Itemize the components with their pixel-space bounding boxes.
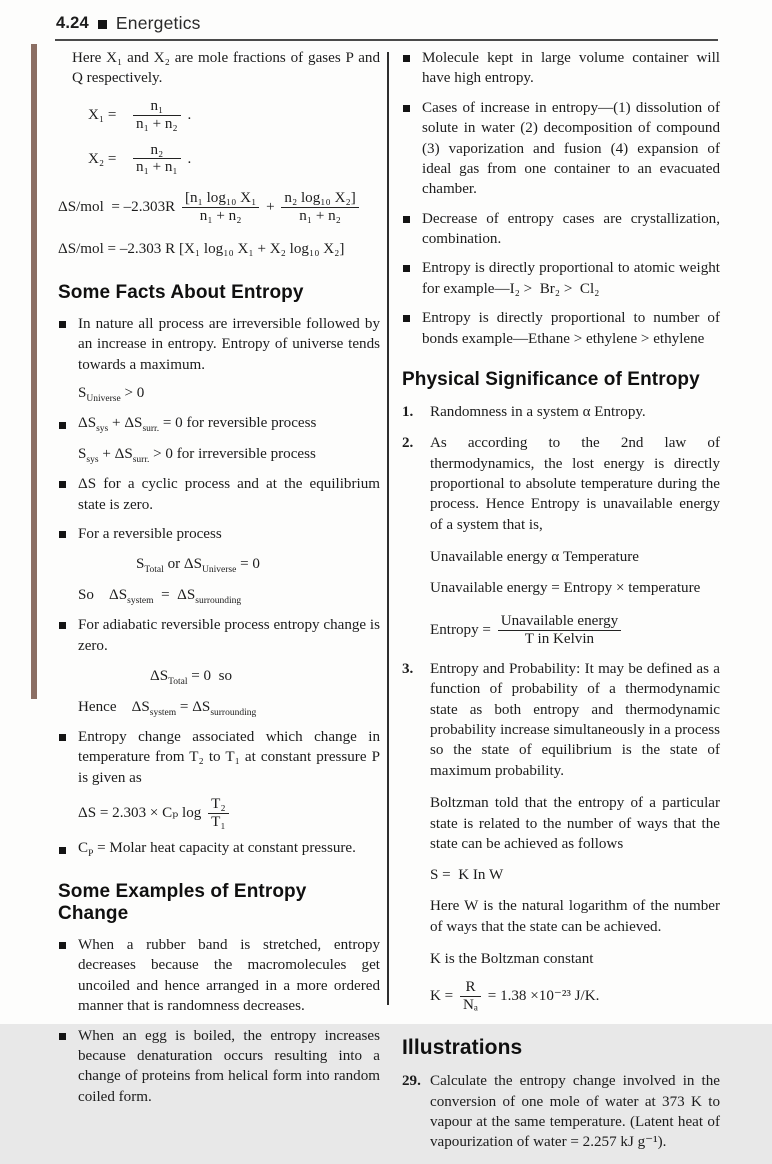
fact-text: In nature all process are irreversible followed by an increase in entropy. Entropy of universe tends towards a maximum. [78, 316, 380, 373]
numbered-item-3 [402, 659, 720, 1014]
equation-s-universe [78, 385, 380, 404]
item-paragraph: K is the Boltzman constant [430, 951, 594, 968]
header-rule [55, 39, 718, 41]
equation-text: So ΔS [78, 587, 128, 604]
page-number: 4.24 [56, 14, 89, 32]
note-text: Decrease of entropy cases are crystallization, combination. [422, 210, 720, 247]
chapter-title: Energetics [115, 13, 201, 33]
equation-text: C [78, 840, 89, 856]
item-text: Randomness in a system α Entropy. [430, 403, 646, 420]
subscript: Total [168, 677, 188, 688]
formula-lhs: Entropy = [430, 621, 491, 638]
fact-body [78, 314, 380, 406]
fraction [281, 190, 358, 225]
note-item [402, 98, 720, 200]
square-bullet-icon [59, 321, 66, 328]
item-body [430, 659, 720, 1014]
item-body [430, 433, 720, 648]
formula-lhs: X₁ = [88, 106, 117, 123]
intro-paragraph: Here X₁ and X₂ are mole fractions of gases P and Q respectively. [72, 50, 380, 87]
square-bullet-icon [98, 20, 107, 29]
numerator: n₂ log₁₀ X₂] [284, 190, 356, 207]
fact-body [78, 415, 380, 465]
numerator: R [465, 979, 476, 996]
subscript: sys [86, 455, 99, 466]
section-heading-facts: Some Facts About Entropy [58, 282, 304, 304]
binding-shadow [31, 44, 37, 699]
equation-text: S [136, 556, 145, 573]
formula-entropy [430, 613, 720, 648]
equation-text: + ΔS [98, 446, 133, 463]
fact-text: For a reversible process [78, 525, 222, 542]
square-bullet-icon [403, 216, 410, 223]
formula-entropy-mixing [58, 190, 380, 225]
square-bullet-icon [59, 942, 66, 949]
formula-cp-log [78, 796, 380, 831]
denominator: T₁ [208, 813, 228, 831]
fact-text: For adiabatic reversible process entropy change is zero. [78, 617, 380, 654]
equation-text: = Molar heat capacity at constant pressure. [93, 840, 356, 856]
square-bullet-icon [403, 55, 410, 62]
equation-text: = ΔS [153, 587, 196, 604]
equation-text: S [78, 385, 87, 402]
fact-text: Entropy change associated which change in temperature from T₂ to T₁ at constant pressure P is given as [78, 729, 380, 786]
square-bullet-icon [59, 1033, 66, 1040]
note-text: Cases of increase in entropy—(1) dissolution of solute in water (2) decomposition of compound (3) vaporization and fusion (4) expansion of ideal gas from one container to an evacuated chamber. [422, 99, 720, 198]
numerator: Unavailable energy [500, 613, 619, 630]
formula-boltzmann: S = K In W [430, 867, 504, 884]
equation-text: = ΔS [176, 699, 211, 716]
note-text: Entropy is directly proportional to atomic weight for example—I₂ > Br₂ > Cl₂ [422, 260, 720, 297]
square-bullet-icon [59, 481, 66, 488]
equation-text: S [78, 446, 87, 463]
equation-hence [78, 699, 380, 718]
fact-item [58, 474, 380, 515]
fact-item [58, 727, 380, 831]
proportionality-line: Unavailable energy α Temperature [430, 549, 639, 566]
fraction [133, 142, 181, 177]
equation-text: + ΔS [108, 415, 143, 432]
fact-item [58, 524, 380, 606]
item-number: 1. [402, 403, 414, 420]
equation-text: or ΔS [163, 556, 203, 573]
section-heading-illustrations: Illustrations [402, 1036, 523, 1060]
numbered-item-1 [402, 402, 720, 422]
fact-body [78, 727, 380, 831]
subscript: system [149, 708, 177, 719]
subscript: surrounding [195, 596, 242, 607]
note-item [402, 258, 720, 299]
fraction [460, 979, 481, 1014]
denominator: n₁ + n₁ [133, 158, 181, 176]
item-text: Calculate the entropy change involved in the conversion of one mole of water at 373 K to vapour at the same temperature. (Latent heat of vapourization of water = 2.257 kJ g⁻¹). [430, 1073, 720, 1151]
plus-sign: + [266, 199, 275, 216]
equation-so-system [78, 587, 380, 606]
numbered-item-2 [402, 433, 720, 648]
fact-text: ΔS for a cyclic process and at the equilibrium state is zero. [78, 476, 380, 513]
square-bullet-icon [59, 622, 66, 629]
equation-stotal [78, 556, 380, 575]
example-item [58, 1026, 380, 1108]
subscript: Universe [86, 394, 121, 405]
right-column [402, 48, 720, 1164]
illustration-item-29 [402, 1071, 720, 1153]
equation-irreversible [78, 446, 380, 465]
page-body [58, 48, 720, 1164]
subscript: Total [144, 565, 164, 576]
subscript: Universe [202, 565, 237, 576]
item-paragraph: Boltzman told that the entropy of a particular state is related to the number of ways that the state can be achieved as follows [430, 795, 720, 852]
fraction [498, 613, 622, 648]
equation-text: > 0 for irreversible process [149, 446, 316, 463]
fraction [208, 796, 228, 831]
numerator: [n₁ log₁₀ X₁ [184, 190, 257, 207]
example-text: When an egg is boiled, the entropy increases because denaturation occurs resulting into a change of proteins from helical form into random coiled form. [78, 1027, 380, 1105]
denominator: n₁ + n₂ [281, 207, 358, 225]
formula-x2 [58, 142, 380, 177]
equation-reversible [78, 415, 380, 434]
note-item [402, 308, 720, 349]
square-bullet-icon [59, 531, 66, 538]
numerator: T₂ [211, 796, 226, 813]
equation-text: ΔS [78, 415, 97, 432]
formula-x1 [58, 98, 380, 133]
square-bullet-icon [59, 734, 66, 741]
equation-text: = 0 [236, 556, 260, 573]
section-heading-examples: Some Examples of Entropy Change [58, 881, 307, 924]
square-bullet-icon [403, 105, 410, 112]
formula-lhs: K = [430, 988, 454, 1005]
numerator: n₁ [150, 97, 164, 114]
fact-item [58, 840, 380, 859]
formula-lhs: X₂ = [88, 150, 117, 167]
formula-entropy-mixing-simplified: ΔS/mol = –2.303 R [X₁ log₁₀ X₁ + X₂ log₁₀ X₂] [58, 241, 345, 258]
left-column [58, 48, 380, 1164]
cp-definition [78, 840, 356, 859]
subscript: P [88, 849, 94, 859]
square-bullet-icon [59, 847, 66, 854]
fact-body [78, 615, 380, 718]
example-text: When a rubber band is stretched, entropy decreases because the macromolecules get uncoiled and hence arranged in a more ordered manner that is randomness decreases. [78, 937, 380, 1015]
item-text: As according to the 2nd law of thermodynamics, the lost energy is directly proportional to absolute temperature during the process. Hence Entropy is unavailable energy of a system that is, [430, 435, 720, 533]
note-item [402, 48, 720, 89]
equation-text: > 0 [120, 385, 145, 402]
denominator: Nₐ [460, 996, 481, 1014]
fact-item [58, 615, 380, 718]
section-heading-physical: Physical Significance of Entropy [402, 368, 700, 390]
subscript: surr. [132, 455, 150, 466]
note-text: Molecule kept in large volume container will have high entropy. [422, 50, 720, 87]
note-text: Entropy is directly proportional to number of bonds example—Ethane > ethylene > ethylene [422, 310, 720, 347]
item-number: 2. [402, 435, 414, 452]
denominator: T in Kelvin [498, 630, 622, 648]
item-paragraph: Here W is the natural logarithm of the number of ways that the state can be achieved. [430, 898, 720, 935]
subscript: system [127, 596, 154, 607]
equality-line: Unavailable energy = Entropy × temperature [430, 580, 701, 597]
equation-text: ΔS [150, 668, 169, 685]
equation-text: = 0 for reversible process [159, 415, 317, 432]
fact-body [78, 524, 380, 606]
equation-text: = 0 so [187, 668, 233, 685]
numerator: n₂ [150, 141, 164, 158]
page-header [56, 13, 201, 34]
formula-lhs: ΔS = 2.303 × Cₚ log [78, 805, 202, 822]
formula-tail: = 1.38 ×10⁻²³ J/K. [487, 988, 600, 1005]
equation-dstotal [78, 668, 380, 687]
subscript: surrounding [210, 708, 257, 719]
formula-k-constant [430, 979, 720, 1014]
equation-text: Hence ΔS [78, 699, 150, 716]
formula-tail: . [187, 106, 192, 123]
subscript: surr. [142, 424, 160, 435]
fact-item [58, 415, 380, 465]
square-bullet-icon [403, 265, 410, 272]
denominator: n₁ + n₂ [133, 115, 181, 133]
item-number: 3. [402, 660, 414, 677]
item-number: 29. [402, 1073, 421, 1090]
example-item [58, 935, 380, 1017]
fact-item [58, 314, 380, 406]
square-bullet-icon [59, 422, 66, 429]
formula-tail: . [187, 150, 192, 167]
square-bullet-icon [403, 315, 410, 322]
denominator: n₁ + n₂ [182, 207, 259, 225]
item-text: Entropy and Probability: It may be defined as a function of probability of a thermodynamic state as both entropy and thermodynamic probability increase simultaneously in a process so the state of equilibrium is the state of maximum probability. [430, 660, 720, 779]
note-item [402, 209, 720, 250]
formula-lhs: ΔS/mol = –2.303R [58, 199, 176, 216]
fraction [182, 190, 259, 225]
subscript: sys [96, 424, 109, 435]
fraction [133, 98, 181, 133]
